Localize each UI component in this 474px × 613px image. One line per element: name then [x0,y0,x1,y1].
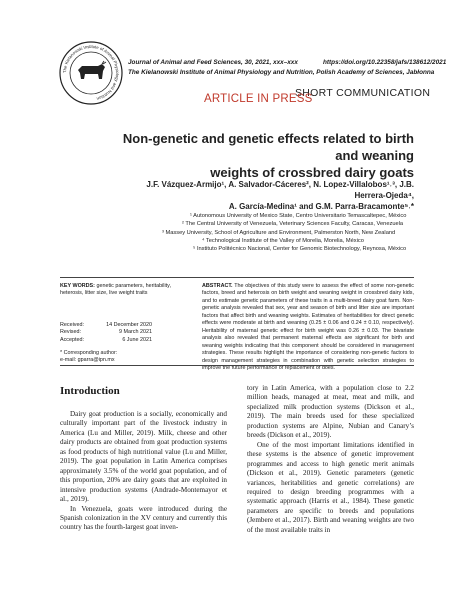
authors-line-2: A. García-Medina¹ and G.M. Parra-Bracamonte⁵˒* [228,202,414,211]
article-in-press-label: ARTICLE IN PRESS [204,93,313,105]
affiliation-4: ⁴ Technological Institute of the Valley of Morelia, Morelia, México [202,237,364,244]
affiliation-2: ² The Central University of Venezuela, Veterinary Sciences Faculty, Caracas, Venezuela [182,221,404,228]
abstract-label: ABSTRACT. [202,283,233,289]
affiliation-5: ⁵ Instituto Politécnico Nacional, Center for Genomic Biotechnology, Reynosa, México [193,246,407,253]
article-title [108,130,414,181]
logo-ring-text: The Kielanowski Institute of Animal Physiology and Nutrition [61,43,121,102]
journal-citation [128,59,447,66]
title-line-2: weights of crossbred dairy goats [210,165,414,180]
body-column-right [247,384,414,535]
intro-paragraph-2: In Venezuela, goats were introduced during the Spanish colonization in the XV century and currently this country has the fourth-largest goat inven- [60,504,227,532]
intro-paragraph-3: One of the most important limitations identified in these systems is the absence of genetic improvement programmes and access to high genetic merit animals (Dickson et al., 2019). Genetic parameters (genetic variances, heritabilities and genetic correlations) are required to design breeding programmes with a systematic approach (Harris et al., 1984). These genetic parameters are specific to breeds and populations (Jembere et al., 2017). Birth and weaning weights are two of the most available traits in [247,440,414,534]
corresponding-label: * Corresponding author: [60,350,118,356]
intro-paragraph-1: Dairy goat production is a socially, economically and culturally important part of the livestock industry in America (Lu and Miller, 2019). Milk, cheese and other dairy products are obtained from goat production systems as food products of high nutritional value (Lu and Miller, 2019). The goat population in Latin America comprises approximately 3.5% of the world goat population, and of this proportion, 20% are dairy goats that are exploited in intensive production systems (Andrade-Montemayor et al., 2019). [60,410,227,504]
date-label: Revised: [60,329,81,336]
date-received [60,322,160,329]
date-value: 14 December 2020 [106,322,152,328]
article-dates [60,322,160,344]
keywords-label: KEY WORDS: [60,283,95,289]
authors-line-1: J.F. Vázquez-Armijo¹, A. Salvador-Cáceres², N. Lopez-Villalobos¹˒³, J.B. Herrera-Ojeda⁴, [146,180,414,200]
abstract-text: The objectives of this study were to assess the effect of some non-genetic factors, breed and heterosis on birth weight and weaning weight in crossbred dairy kids, and to estimate genetic parameters of these traits in a multi-breed dairy goat farm. Non-genetic analysis revealed that sex, year and season of birth and litter size are important factors that affect birth and weaning weights. Estimates of heritabilities for direct genetic effects were moderate at birth and weaning (0.25 ± 0.06 and 0.24 ± 0.10, respectively). Heritability of maternal genetic effect for birth weight was 0.26 ± 0.03. The bivariate analysis also revealed that permanent maternal effects are significant for birth and weaning weights indicating that this component should be considered in management strategies. These results highlight the importance of considering non-genetic factors to design management strategies in combination with genetic selection strategies to improve the future performance of replacement of does. [202,283,414,371]
institute-line: The Kielanowski Institute of Animal Physiology and Nutrition, Polish Academy of Sciences, Jabłonna [128,69,435,76]
affiliations [150,212,412,253]
corresponding-email[interactable]: e-mail: gparra@ipn.mx [60,357,115,364]
body-column-left [60,410,227,533]
journal-citation-text: Journal of Animal and Feed Sciences, 30, 2021, xxx–xxx [128,59,298,66]
corresponding-author [60,350,117,365]
date-value: 6 June 2021 [122,336,152,343]
author-list [130,179,414,212]
abstract-block [202,283,414,372]
date-label: Received: [60,322,84,328]
journal-logo [58,40,124,106]
doi-link[interactable]: https://doi.org/10.22358/jafs/138612/2021 [323,59,447,66]
divider-bottom [60,365,414,366]
divider-top [60,277,414,278]
date-value: 9 March 2021 [119,329,152,336]
introduction-heading: Introduction [60,385,120,397]
cow-emblem-icon [78,61,106,79]
date-accepted [60,337,160,344]
affiliation-3: ³ Massey University, School of Agriculture and Environment, Palmerston North, New Zealand [162,229,396,236]
keywords-block [60,283,188,298]
affiliation-1: ¹ Autonomous University of Mexico State, Centro Universitario Temascaltepec, México [190,213,407,219]
title-line-1: Non-genetic and genetic effects related to birth and weaning [122,131,414,163]
date-label: Accepted: [60,336,84,343]
date-revised [60,329,160,336]
article-type-label: SHORT COMMUNICATION [295,87,431,99]
keywords-text: genetic parameters, heritability, heterosis, litter size, live weight traits [60,283,171,297]
intro-paragraph-2-continued: tory in Latin America, with a population close to 2.2 million heads, managed at meat, meat and milk, and specialized milk production systems (Dickson et al., 2019). The main breeds used for these specialized production systems are Alpine, Nubian and Canary’s breeds (Dickson et al., 2019). [247,384,414,440]
